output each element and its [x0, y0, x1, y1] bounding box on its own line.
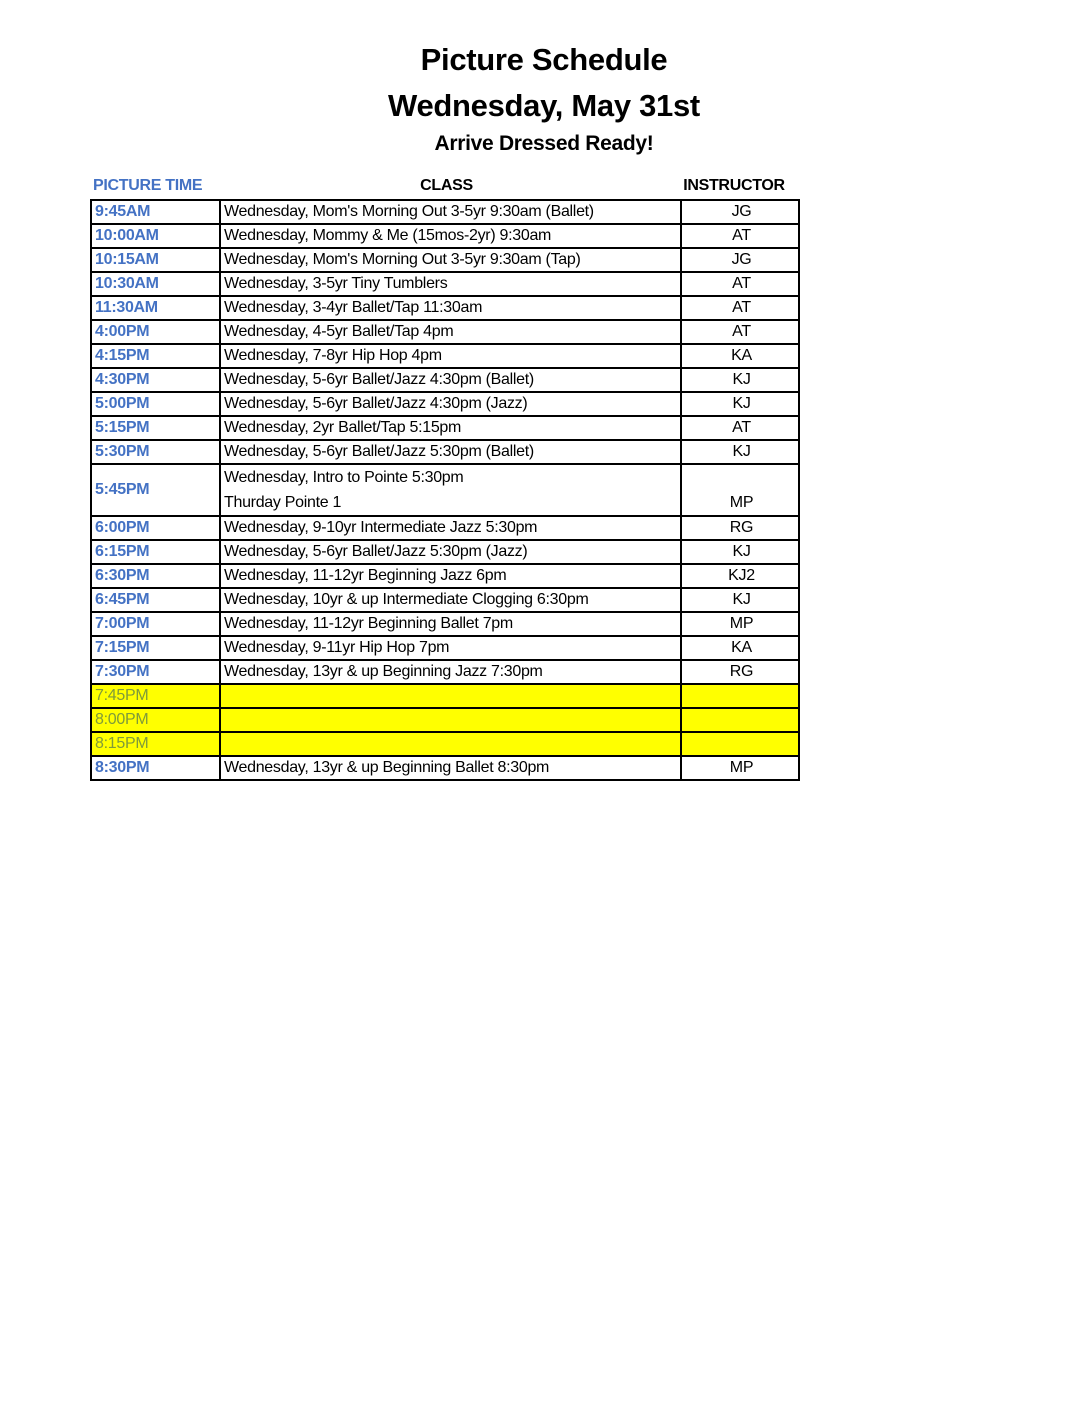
- instructor-cell: KA: [681, 636, 799, 660]
- instructor-cell: [681, 732, 799, 756]
- table-row: [91, 684, 799, 708]
- picture-time-cell: 5:00PM: [91, 392, 220, 416]
- instructor-cell: RG: [681, 660, 799, 684]
- picture-time-cell: 7:30PM: [91, 660, 220, 684]
- class-cell: [220, 320, 681, 344]
- table-row: [91, 564, 799, 588]
- class-cell: [220, 660, 681, 684]
- picture-time-cell: 5:45PM: [91, 464, 220, 516]
- class-name: Wednesday, 5-6yr Ballet/Jazz 4:30pm (Jazz): [224, 395, 528, 412]
- table-row: [91, 320, 799, 344]
- instructor-cell: KJ: [681, 440, 799, 464]
- class-cell: [220, 684, 681, 708]
- picture-time-cell: 11:30AM: [91, 296, 220, 320]
- picture-time-cell: 9:45AM: [91, 200, 220, 224]
- table-row: [91, 708, 799, 732]
- instructor-cell: KJ2: [681, 564, 799, 588]
- table-row: [91, 440, 799, 464]
- picture-time-cell: 6:45PM: [91, 588, 220, 612]
- picture-time-cell: 5:30PM: [91, 440, 220, 464]
- class-cell: [220, 636, 681, 660]
- class-name: Wednesday, Intro to Pointe 5:30pm: [224, 469, 464, 486]
- instructor-cell: AT: [681, 320, 799, 344]
- class-name: Wednesday, 4-5yr Ballet/Tap 4pm: [224, 323, 454, 340]
- picture-time-cell: 4:00PM: [91, 320, 220, 344]
- class-cell: [220, 296, 681, 320]
- schedule-table: [90, 199, 800, 781]
- picture-time-cell: 10:00AM: [91, 224, 220, 248]
- instructor-cell: AT: [681, 296, 799, 320]
- table-row: [91, 732, 799, 756]
- instructor-cell: KJ: [681, 392, 799, 416]
- class-name: Wednesday, 5-6yr Ballet/Jazz 5:30pm (Ballet): [224, 443, 534, 460]
- instructor-cell: KJ: [681, 368, 799, 392]
- picture-time-cell: 10:30AM: [91, 272, 220, 296]
- class-name: Wednesday, 3-5yr Tiny Tumblers: [224, 275, 448, 292]
- class-cell: [220, 540, 681, 564]
- picture-time-cell: 4:15PM: [91, 344, 220, 368]
- picture-time-cell: 7:45PM: [91, 684, 220, 708]
- instructor-cell: MP: [681, 464, 799, 516]
- class-cell: [220, 344, 681, 368]
- class-cell: [220, 708, 681, 732]
- instructor-cell: AT: [681, 272, 799, 296]
- table-row: [91, 224, 799, 248]
- class-cell: [220, 516, 681, 540]
- class-cell: [220, 564, 681, 588]
- table-row: [91, 464, 799, 516]
- picture-time-cell: 8:30PM: [91, 756, 220, 780]
- picture-time-cell: 8:15PM: [91, 732, 220, 756]
- table-row: [91, 516, 799, 540]
- class-name: Wednesday, 10yr & up Intermediate Clogging 6:30pm: [224, 591, 589, 608]
- column-header-class: CLASS: [420, 177, 473, 194]
- class-name: Wednesday, 5-6yr Ballet/Jazz 5:30pm (Jazz): [224, 543, 528, 560]
- picture-time-cell: 6:15PM: [91, 540, 220, 564]
- table-row: [91, 756, 799, 780]
- class-cell: [220, 248, 681, 272]
- picture-time-cell: 4:30PM: [91, 368, 220, 392]
- class-name: Wednesday, Mom's Morning Out 3-5yr 9:30am (Ballet): [224, 203, 594, 220]
- table-row: [91, 272, 799, 296]
- table-row: [91, 200, 799, 224]
- table-row: [91, 540, 799, 564]
- page-title: Picture Schedule: [420, 42, 668, 77]
- table-row: [91, 296, 799, 320]
- picture-time-cell: 6:30PM: [91, 564, 220, 588]
- class-cell: [220, 224, 681, 248]
- picture-time-cell: 7:00PM: [91, 612, 220, 636]
- picture-time-cell: 10:15AM: [91, 248, 220, 272]
- column-headers: [90, 175, 792, 199]
- class-name: Wednesday, 9-11yr Hip Hop 7pm: [224, 639, 450, 656]
- table-row: [91, 344, 799, 368]
- table-row: [91, 612, 799, 636]
- table-row: [91, 392, 799, 416]
- class-cell: [220, 464, 681, 516]
- instructor-cell: [681, 708, 799, 732]
- table-row: [91, 416, 799, 440]
- class-name: Wednesday, 13yr & up Beginning Jazz 7:30pm: [224, 663, 543, 680]
- class-cell: [220, 756, 681, 780]
- class-name: Wednesday, 5-6yr Ballet/Jazz 4:30pm (Ballet): [224, 371, 534, 388]
- instructor-cell: [681, 684, 799, 708]
- instructor-cell: JG: [681, 248, 799, 272]
- table-row: [91, 636, 799, 660]
- instructor-cell: KJ: [681, 540, 799, 564]
- column-header-instructor: INSTRUCTOR: [683, 177, 785, 194]
- class-cell: [220, 588, 681, 612]
- table-row: [91, 368, 799, 392]
- table-row: [91, 588, 799, 612]
- schedule-date: Wednesday, May 31st: [388, 88, 700, 123]
- class-name: Wednesday, 11-12yr Beginning Ballet 7pm: [224, 615, 513, 632]
- class-cell: [220, 272, 681, 296]
- picture-time-cell: 5:15PM: [91, 416, 220, 440]
- class-cell: [220, 200, 681, 224]
- column-header-picture-time: PICTURE TIME: [93, 177, 203, 194]
- schedule-note: Arrive Dressed Ready!: [434, 132, 654, 155]
- instructor-cell: KJ: [681, 588, 799, 612]
- instructor-cell: MP: [681, 612, 799, 636]
- class-name: Wednesday, 9-10yr Intermediate Jazz 5:30pm: [224, 519, 538, 536]
- class-name: Wednesday, 3-4yr Ballet/Tap 11:30am: [224, 299, 483, 316]
- class-cell: [220, 440, 681, 464]
- class-cell: [220, 392, 681, 416]
- instructor-cell: RG: [681, 516, 799, 540]
- picture-time-cell: 7:15PM: [91, 636, 220, 660]
- instructor-cell: KA: [681, 344, 799, 368]
- class-name: Wednesday, 11-12yr Beginning Jazz 6pm: [224, 567, 507, 584]
- class-name: Wednesday, 13yr & up Beginning Ballet 8:30pm: [224, 759, 550, 776]
- picture-time-cell: 6:00PM: [91, 516, 220, 540]
- class-cell: [220, 416, 681, 440]
- class-name: Wednesday, 7-8yr Hip Hop 4pm: [224, 347, 442, 364]
- instructor-cell: AT: [681, 224, 799, 248]
- class-name: Wednesday, Mommy & Me (15mos-2yr) 9:30am: [224, 227, 552, 244]
- table-row: [91, 660, 799, 684]
- schedule-table-body: [91, 200, 799, 780]
- class-cell: [220, 612, 681, 636]
- table-row: [91, 248, 799, 272]
- class-name: Wednesday, 2yr Ballet/Tap 5:15pm: [224, 419, 462, 436]
- class-cell: [220, 368, 681, 392]
- instructor-cell: AT: [681, 416, 799, 440]
- picture-time-cell: 8:00PM: [91, 708, 220, 732]
- class-cell: [220, 732, 681, 756]
- instructor-cell: JG: [681, 200, 799, 224]
- class-name: Wednesday, Mom's Morning Out 3-5yr 9:30am (Tap): [224, 251, 581, 268]
- instructor-cell: MP: [681, 756, 799, 780]
- class-name: Thurday Pointe 1: [224, 494, 342, 511]
